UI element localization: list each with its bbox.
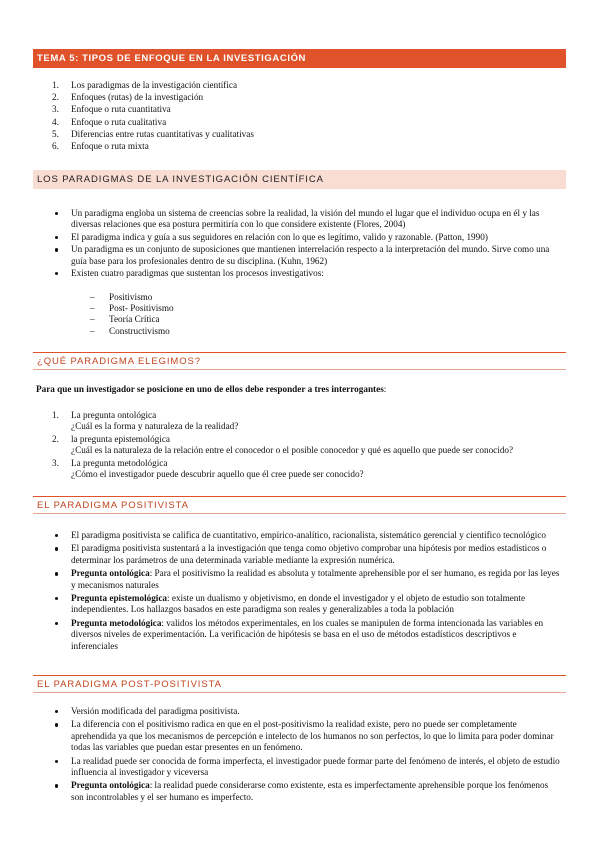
positivista-heading: EL PARADIGMA POSITIVISTA [33, 496, 566, 514]
post-positivista-bullet [52, 706, 562, 717]
paradigm-types-list [90, 292, 290, 337]
positivista-bullet [52, 593, 562, 616]
toc-item [52, 128, 552, 140]
paradigm-type-item: – Teoría Crítica [90, 314, 290, 325]
toc-item-number: 1. [52, 80, 59, 90]
toc-item-text: Enfoques (rutas) de la investigación [71, 92, 204, 103]
que-paradigma-intro [36, 384, 566, 395]
positivista-bullet [52, 543, 562, 566]
question-subtitle: ¿Cómo el investigador puede descubrir aquello que él cree puede ser conocido? [71, 469, 364, 480]
toc-item [52, 103, 552, 115]
question-number: 2. [52, 433, 59, 444]
post-positivista-bullet [52, 756, 562, 779]
post-positivista-bullet-text: : la realidad puede considerarse como existente, esta es imperfectamente aprehensible porque los fenómenos son incontrolables y el ser humano es imperfecto. [71, 780, 549, 802]
post-positivista-bullet-text: La diferencia con el positivismo radica en que en el post-positivismo la realidad existe, pero no puede ser completamente aprehendida ya que los mecanismos de percepción e intelecto de los humanos no son perfectos, lo que lo limita para poder dominar todas las variables que puedan estar presentes en un fenómeno. [71, 719, 554, 753]
paradigmas-bullet: Un paradigma engloba un sistema de creencias sobre la realidad, la visión del mundo el lugar que el individuo ocupa en él y las diversas relaciones que esa postura permitiría con lo que considere existente (Flores, 2004) [52, 208, 562, 231]
que-paradigma-heading: ¿QUÉ PARADIGMA ELEGIMOS? [33, 352, 566, 370]
paradigmas-bullet-list [52, 208, 562, 280]
question-title: La pregunta ontológica [71, 410, 157, 420]
paradigmas-bullet: Existen cuatro paradigmas que sustentan los procesos investigativos: [52, 268, 562, 279]
toc-item-text: Enfoque o ruta cuantitativa [71, 104, 171, 115]
toc-item [52, 91, 552, 103]
toc-item-text: Enfoque o ruta cualitativa [71, 116, 167, 127]
paradigmas-bullet: Un paradigma es un conjunto de suposiciones que mantienen interrelación respecto a la interpretación del mundo. Sirve como una guía base para los profesionales dentro de su disciplina. (Kuhn, 1962) [52, 244, 562, 267]
paradigm-type-item: – Constructivismo [90, 326, 290, 337]
question-item [52, 410, 562, 433]
positivista-bullet-text: : validos los métodos experimentales, en los cuales se manipulen de forma intencionada las variables en diversos niveles de experimentación. La verificación de hipótesis se basa en el uso de métodos estadísticos descriptivos e inferenciales [71, 617, 544, 651]
tema-heading: TEMA 5: TIPOS DE ENFOQUE EN LA INVESTIGACIÓN [33, 49, 566, 68]
toc-item-number: 3. [52, 104, 59, 115]
question-title: La pregunta metodológica [71, 457, 168, 468]
post-positivista-bullet-bold-lead: Pregunta ontológica [71, 780, 150, 791]
question-number: 3. [52, 457, 59, 468]
paradigm-type-item: – Post- Positivismo [90, 303, 290, 314]
positivista-bullet-bold-lead: Pregunta epistemológica [71, 593, 168, 604]
toc-item-text: Enfoque o ruta mixta [71, 141, 149, 152]
question-title: la pregunta epistemológica [71, 433, 170, 444]
post-positivista-heading: EL PARADIGMA POST-POSITIVISTA [33, 675, 566, 693]
positivista-bullet-list [52, 530, 562, 654]
question-number: 1. [52, 410, 59, 420]
positivista-bullet-text: : existe un dualismo y objetivismo, en donde el investigador y el objeto de estudio son totalmente independientes. Los hallazgos basados en este paradigma son reales y generalizables a toda la población [71, 593, 526, 615]
post-positivista-bullet-text: Versión modificada del paradigma positivista. [71, 706, 240, 716]
questions-list [52, 410, 562, 481]
positivista-bullet [52, 618, 562, 652]
positivista-bullet-text: : Para el positivismo la realidad es absoluta y totalmente aprehensible por el ser humano, es regida por las leyes y mecanismos naturales [71, 568, 560, 590]
question-item [52, 434, 562, 457]
toc-list [52, 79, 552, 152]
positivista-bullet-bold-lead: Pregunta metodológica [71, 617, 162, 628]
question-subtitle: ¿Cuál es la forma y naturaleza de la realidad? [71, 421, 239, 432]
post-positivista-bullet [52, 780, 562, 803]
paradigmas-heading: LOS PARADIGMAS DE LA INVESTIGACIÓN CIENTÍFICA [33, 170, 566, 189]
toc-item-number: 5. [52, 128, 59, 139]
post-positivista-bullet [52, 719, 562, 753]
question-subtitle: ¿Cuál es la naturaleza de la relación entre el conocedor o el posible conocedor y qué es aquello que puede ser conocido? [71, 445, 514, 456]
positivista-bullet-text: El paradigma positivista se califica de cuantitativo, empírico-analítico, racionalista, sistemático gerencial y científico tecnológico [71, 530, 547, 540]
intro-suffix: : [383, 384, 387, 394]
toc-item-number: 2. [52, 92, 59, 103]
toc-item [52, 140, 552, 152]
post-positivista-bullet-list [52, 706, 562, 805]
toc-item [52, 79, 552, 91]
positivista-bullet-bold-lead: Pregunta ontológica [71, 568, 150, 579]
paradigm-type-item: – Positivismo [90, 292, 290, 303]
positivista-bullet [52, 530, 562, 541]
intro-bold-text: Para que un investigador se posicione en uno de ellos debe responder a tres interrogantes [36, 384, 384, 394]
toc-item-number: 6. [52, 141, 59, 152]
positivista-bullet-text: El paradigma positivista sustentará a la investigación que tenga como objetivo comprobar una hipótesis por medios estadísticos o determinar los parámetros de una determinada variable mediante la expresión numérica. [71, 543, 547, 565]
toc-item-number: 4. [52, 116, 59, 127]
toc-item [52, 116, 552, 128]
paradigmas-bullet: El paradigma indica y guía a sus seguidores en relación con lo que es legítimo, valido y razonable. (Patton, 1990) [52, 232, 562, 243]
toc-item-text: Los paradigmas de la investigación científica [71, 80, 238, 90]
positivista-bullet [52, 568, 562, 591]
question-item [52, 458, 562, 481]
post-positivista-bullet-text: La realidad puede ser conocida de forma imperfecta, el investigador puede formar parte del fenómeno de interés, el objeto de estudio influencia al investigador y viceversa [71, 755, 560, 778]
toc-item-text: Diferencias entre rutas cuantitativas y cualitativas [71, 128, 254, 139]
